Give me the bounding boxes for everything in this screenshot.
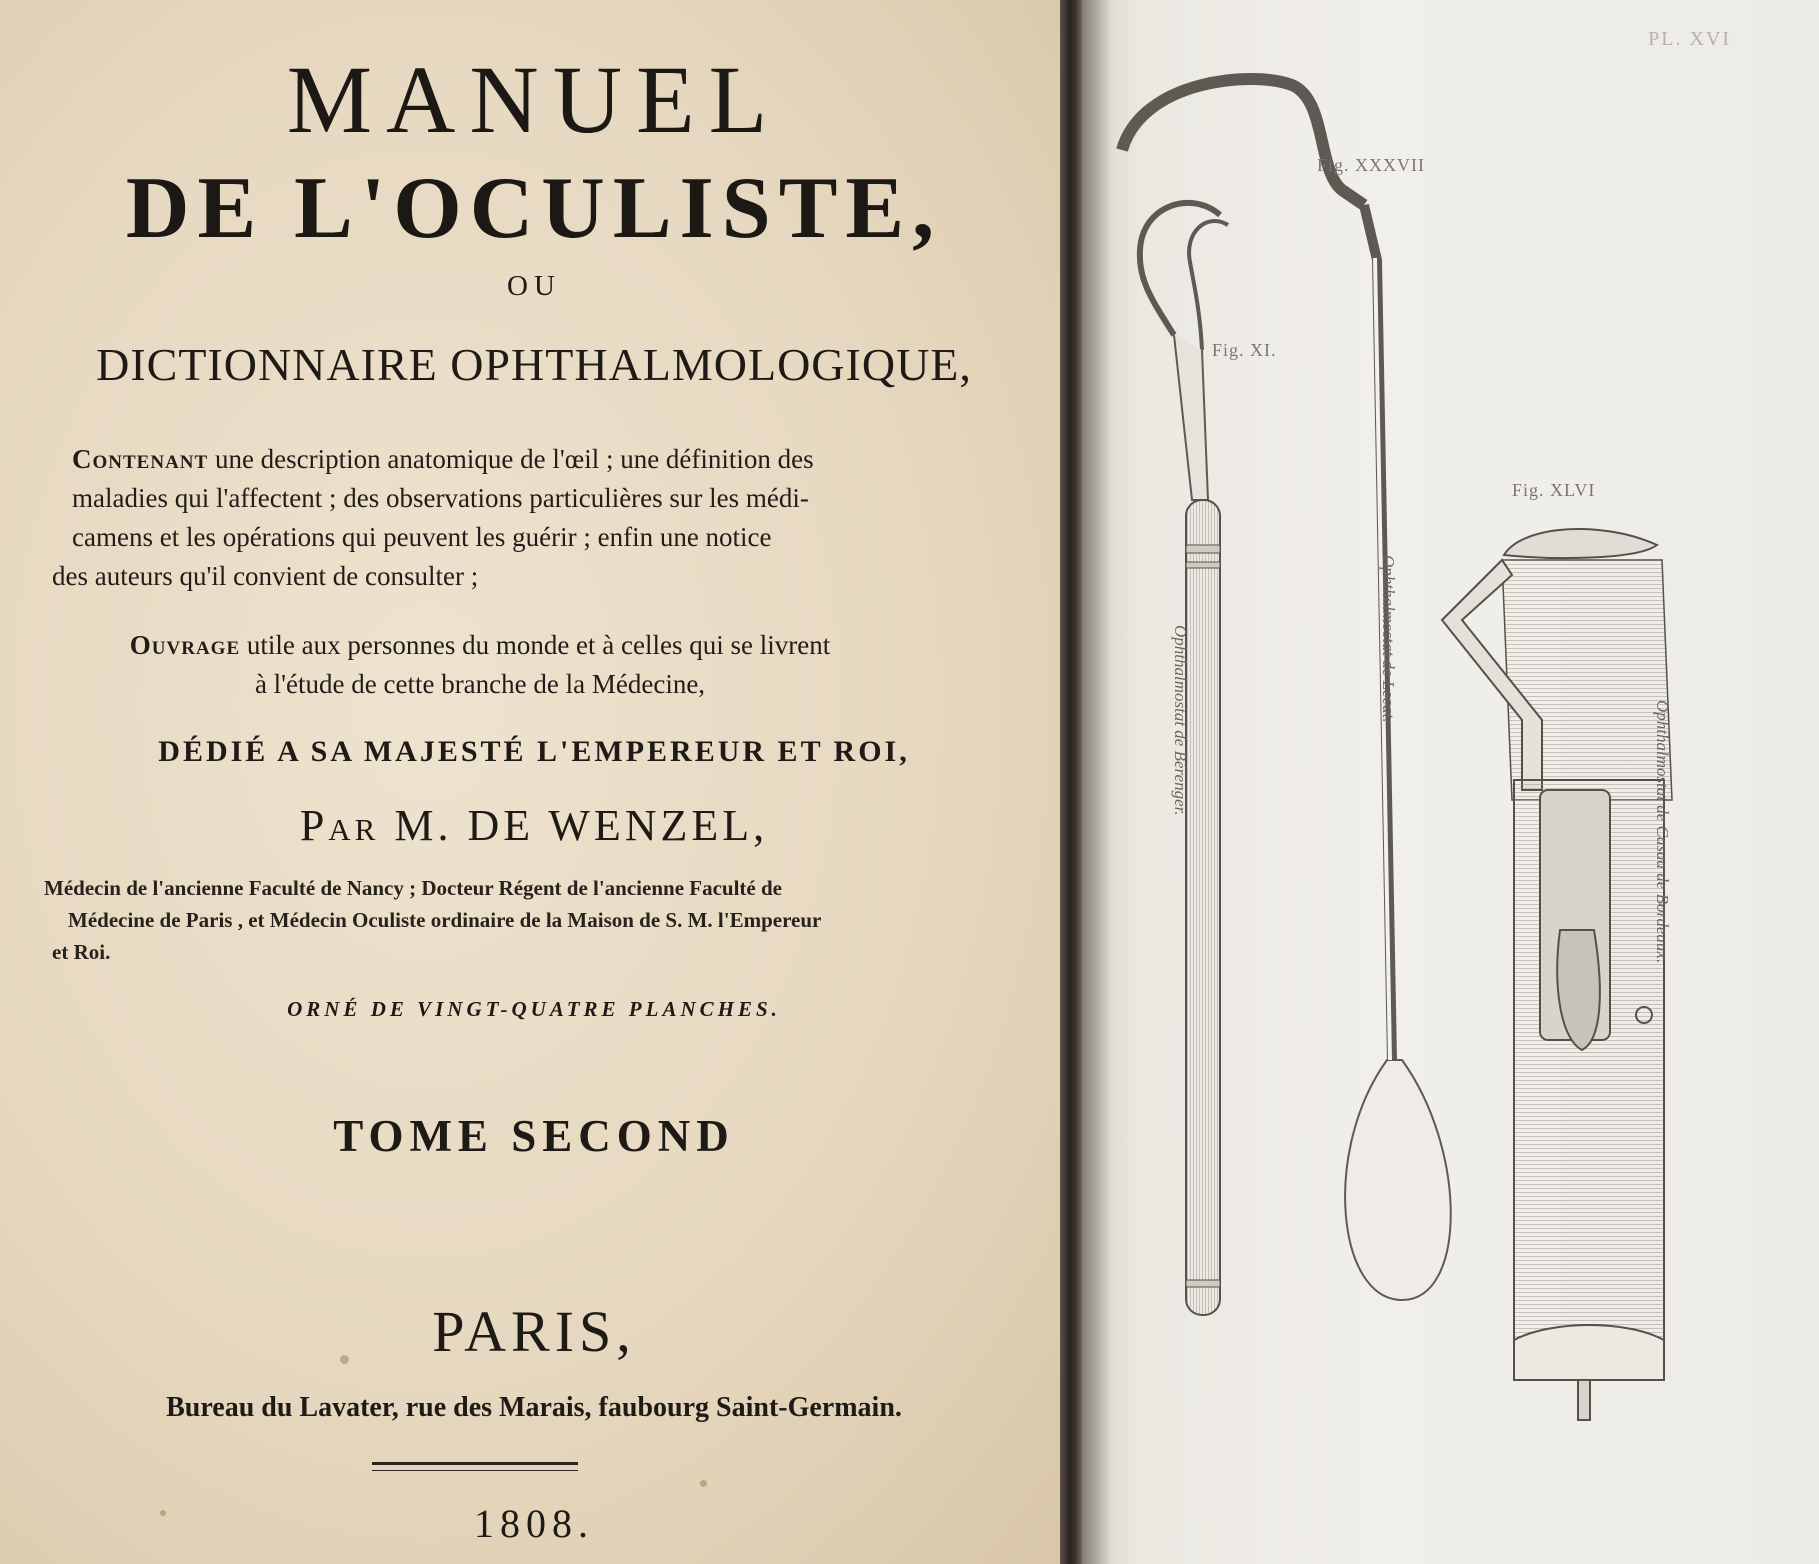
plate-label: PL. XVI <box>1648 28 1731 50</box>
figure-caption-xlvi: Ophthalmostat de Casaa de Bordeaux. <box>1653 700 1672 964</box>
work-line: à l'étude de cette branche de la Médecine, <box>254 669 706 699</box>
volume-label: TOME SECOND <box>333 1111 735 1161</box>
figure-label-xi: Fig. XI. <box>1212 340 1277 360</box>
work-description <box>40 626 920 704</box>
imprint-year: 1808. <box>474 1501 594 1546</box>
book-title-line-2: DE L'OCULISTE, <box>125 160 943 257</box>
contents-line: des auteurs qu'il convient de consulter ; <box>52 561 479 591</box>
author-by: Par <box>299 801 380 850</box>
contents-line: une description anatomique de l'œil ; une définition des <box>214 444 814 474</box>
contents-line: camens et les opérations qui peuvent les guérir ; enfin une notice <box>72 522 772 552</box>
work-line: utile aux personnes du monde et à celles qui se livrent <box>246 630 831 660</box>
credentials-line: Médecin de l'ancienne Faculté de Nancy ; Docteur Régent de l'ancienne Faculté de <box>44 876 782 900</box>
author-line <box>0 800 1068 851</box>
credentials-line: et Roi. <box>52 940 111 964</box>
book-gutter <box>1060 0 1082 1564</box>
instrument-casaa <box>1442 529 1672 1420</box>
imprint-publisher: Bureau du Lavater, rue des Marais, faubourg Saint-Germain. <box>166 1392 902 1423</box>
figure-label-xlvi: Fig. XLVI <box>1512 480 1596 500</box>
imprint-rule <box>372 1470 578 1471</box>
book-title-line-1: MANUEL <box>286 46 782 153</box>
plates-note: ORNÉ DE VINGT-QUATRE PLANCHES. <box>287 997 781 1021</box>
plate-page <box>1082 0 1819 1564</box>
contents-lead-word: Contenant <box>72 444 209 474</box>
imprint-rule <box>372 1462 578 1465</box>
imprint-city: PARIS, <box>432 1299 636 1364</box>
foxing-stain <box>700 1480 707 1487</box>
dedication: DÉDIÉ A SA MAJESTÉ L'EMPEREUR ET ROI, <box>158 735 910 768</box>
instrument-engraving <box>1082 0 1819 1564</box>
figure-label-xxxvii: Fig. XXXVII <box>1317 155 1425 175</box>
book-subtitle: DICTIONNAIRE OPHTHALMOLOGIQUE, <box>96 339 972 390</box>
contents-description <box>52 440 912 596</box>
contents-line: maladies qui l'affectent ; des observations particulières sur les médi- <box>72 483 809 513</box>
title-conjunction: OU <box>507 270 561 302</box>
figure-caption-xi: Ophthalmostat de Bérenger. <box>1171 625 1190 816</box>
author-name: M. DE WENZEL, <box>394 801 769 850</box>
credentials-line: Médecine de Paris , et Médecin Oculiste ordinaire de la Maison de S. M. l'Empereur <box>68 908 822 932</box>
author-credentials <box>44 872 904 968</box>
figure-caption-xxxvii: Ophthalmostat de Lecat. <box>1379 555 1398 723</box>
work-lead-word: Ouvrage <box>129 630 241 660</box>
